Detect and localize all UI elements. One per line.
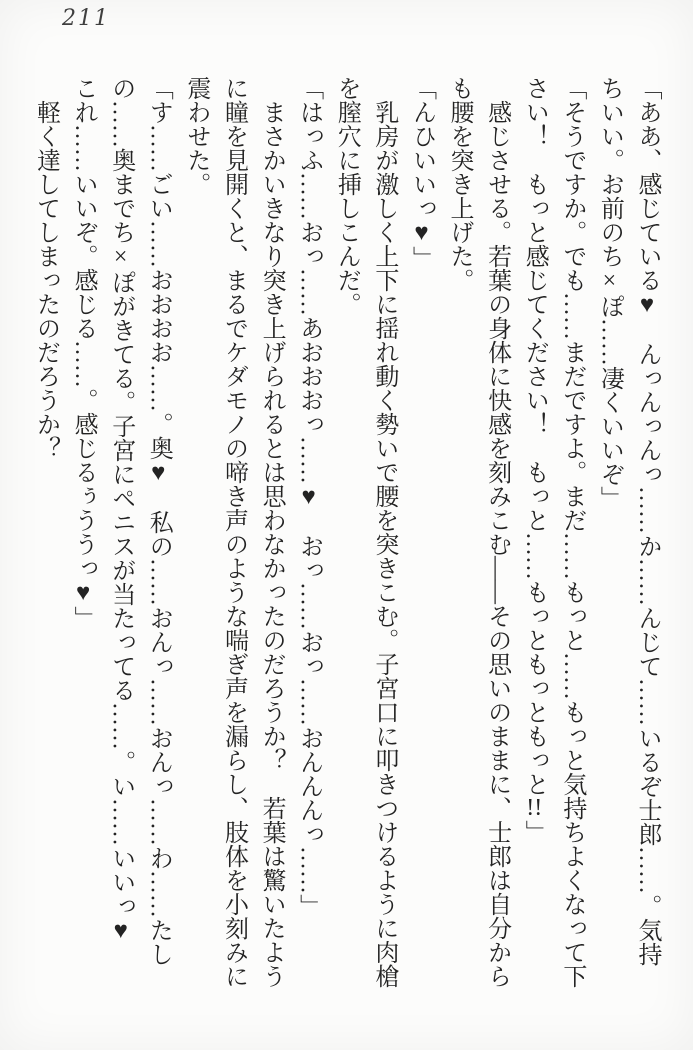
paragraph-dialogue-2: 「そうですか。でも……まだですよ。まだ……もっと……もっと気持ちよくなって下さい！ もっと感じてください！ もっと……もっともっともっと!!」: [521, 76, 585, 988]
paragraph-dialogue-3: 「んひいいっ♥」: [408, 76, 435, 270]
paragraph-narration-4: 軽く達してしまったのだろうか？: [32, 100, 59, 460]
page-text: [26, 76, 665, 988]
page-number: 211: [62, 6, 110, 31]
paragraph-narration-3: まさかいきなり突き上げられるとは思わなかったのだろうか？ 若葉は驚いたように瞳を見開くと、まるでケダモノの啼き声のような喘ぎ声を漏らし、肢体を小刻みに震わせた。: [182, 76, 285, 988]
paragraph-dialogue-1: 「ああ、感じている♥ んっんっんっ……か……んじて……いるぞ士郎……。気持ちいい。お前のち×ぽ……凄くいいぞ」: [596, 76, 660, 966]
paragraph-narration-2: 乳房が激しく上下に揺れ動く勢いで腰を突きこむ。子宮口に叩きつけるように肉槍を膣穴に挿しこんだ。: [333, 76, 397, 988]
paragraph-dialogue-5: 「す……ごい……おおおお……。奥♥ 私の……おんっ……おんっ……わ……たしの……奥までち×ぽがきてる。子宮にペニスが当たってる……。い……いいっ♥ これ……いいぞ。感じる……。感じるぅううっ♥」: [70, 76, 172, 968]
paragraph-narration-1: 感じさせる。若葉の身体に快感を刻みこむ——その思いのままに、士郎は自分からも腰を突き上げた。: [446, 76, 510, 988]
paragraph-dialogue-4: 「はっふ……おっ……あおおおっ……♥ おっ……おっ……おんんんっ……」: [295, 76, 322, 918]
